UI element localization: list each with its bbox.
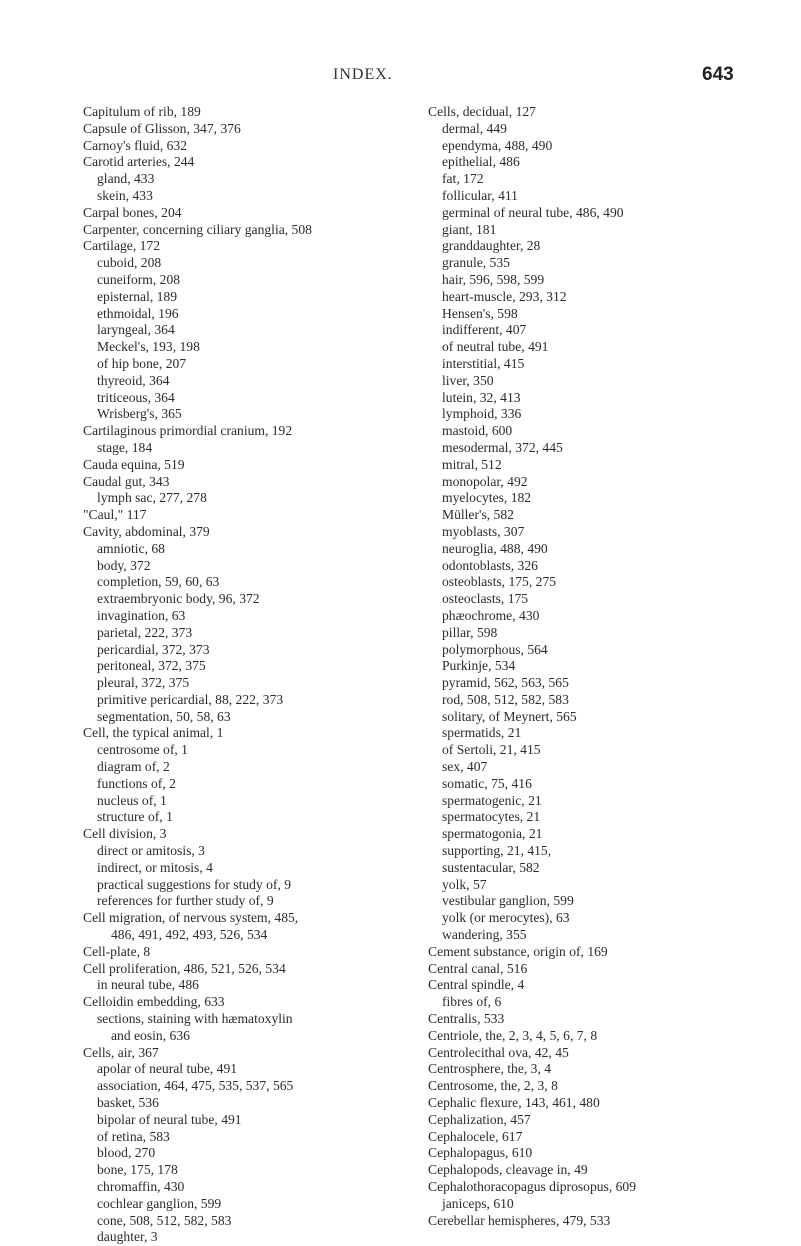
index-subentry: centrosome of, 1 [97, 742, 188, 758]
index-entry: Cephalic flexure, 143, 461, 480 [428, 1095, 600, 1111]
index-subentry: invagination, 63 [97, 607, 186, 623]
index-subentry: spermatids, 21 [442, 725, 522, 741]
index-subentry: spermatocytes, 21 [442, 809, 541, 825]
index-subentry: references for further study of, 9 [97, 893, 274, 909]
index-subentry: pillar, 598 [442, 624, 498, 640]
index-entry: Carotid arteries, 244 [83, 154, 195, 170]
index-subentry: vestibular ganglion, 599 [442, 893, 574, 909]
index-subentry: in neural tube, 486 [97, 977, 199, 993]
index-subentry: pyramid, 562, 563, 565 [442, 675, 569, 691]
index-subentry: giant, 181 [442, 221, 497, 237]
running-title: INDEX. [333, 66, 393, 83]
index-subentry: indifferent, 407 [442, 322, 527, 338]
index-subentry: daughter, 3 [97, 1229, 158, 1245]
index-entry: Cell, the typical animal, 1 [83, 725, 224, 741]
index-subentry: Müller's, 582 [442, 507, 514, 523]
index-subentry: rod, 508, 512, 582, 583 [442, 691, 569, 707]
index-subentry: Purkinje, 534 [442, 658, 516, 674]
index-subentry: fat, 172 [442, 171, 484, 187]
index-subentry: cone, 508, 512, 582, 583 [97, 1212, 232, 1228]
index-subentry: of neutral tube, 491 [442, 339, 549, 355]
index-subentry: myelocytes, 182 [442, 490, 532, 506]
index-subentry: osteoclasts, 175 [442, 591, 529, 607]
index-entry: Cement substance, origin of, 169 [428, 943, 608, 959]
index-subentry: laryngeal, 364 [97, 322, 175, 338]
index-subentry: cochlear ganglion, 599 [97, 1195, 222, 1211]
index-entry: Cells, air, 367 [83, 1044, 159, 1060]
index-entry: Cephalopods, cleavage in, 49 [428, 1162, 588, 1178]
index-entry: Capitulum of rib, 189 [83, 104, 201, 119]
index-subentry: bipolar of neural tube, 491 [97, 1111, 242, 1127]
index-subentry: cuboid, 208 [97, 255, 162, 271]
index-subentry: ependyma, 488, 490 [442, 137, 553, 153]
index-subentry: indirect, or mitosis, 4 [97, 859, 213, 875]
index-subentry: granddaughter, 28 [442, 238, 541, 254]
index-subentry: hair, 596, 598, 599 [442, 271, 545, 287]
index-subentry: Wrisberg's, 365 [97, 406, 182, 422]
index-entry: Cauda equina, 519 [83, 456, 185, 472]
index-subentry: interstitial, 415 [442, 355, 525, 371]
index-subentry: phæochrome, 430 [442, 607, 540, 623]
index-subentry: yolk (or merocytes), 63 [442, 910, 570, 926]
index-subentry: amniotic, 68 [97, 540, 165, 556]
index-entry: Centrosphere, the, 3, 4 [428, 1061, 552, 1077]
index-subentry: monopolar, 492 [442, 473, 528, 489]
index-subentry: basket, 536 [97, 1095, 159, 1111]
index-subentry: diagram of, 2 [97, 759, 170, 775]
index-subentry: 486, 491, 492, 493, 526, 534 [111, 927, 268, 943]
index-subentry: pleural, 372, 375 [97, 675, 190, 691]
index-entry: Centrosome, the, 2, 3, 8 [428, 1078, 558, 1094]
index-subentry: of retina, 583 [97, 1128, 170, 1144]
index-entry: Carpenter, concerning ciliary ganglia, 508 [83, 221, 312, 237]
index-subentry: sex, 407 [442, 759, 488, 775]
index-subentry: association, 464, 475, 535, 537, 565 [97, 1078, 294, 1094]
index-column-right [428, 104, 763, 1229]
index-subentry: and eosin, 636 [111, 1027, 190, 1043]
index-entry: Cavity, abdominal, 379 [83, 523, 210, 539]
index-subentry: mesodermal, 372, 445 [442, 439, 563, 455]
index-subentry: ethmoidal, 196 [97, 305, 179, 321]
index-subentry: germinal of neural tube, 486, 490 [442, 204, 624, 220]
index-subentry: skein, 433 [97, 187, 153, 203]
index-subentry: osteoblasts, 175, 275 [442, 574, 557, 590]
index-subentry: polymorphous, 564 [442, 641, 548, 657]
index-subentry: Hensen's, 598 [442, 305, 518, 321]
index-entry: Cartilaginous primordial cranium, 192 [83, 423, 293, 439]
index-entry: Cephalothoracopagus diprosopus, 609 [428, 1179, 637, 1194]
index-subentry: epithelial, 486 [442, 154, 520, 170]
index-subentry: wandering, 355 [442, 927, 527, 943]
index-subentry: mitral, 512 [442, 456, 502, 472]
index-subentry: odontoblasts, 326 [442, 557, 538, 573]
index-subentry: liver, 350 [442, 372, 494, 388]
index-subentry: janiceps, 610 [442, 1195, 514, 1211]
index-subentry: bone, 175, 178 [97, 1162, 178, 1178]
index-subentry: lymphoid, 336 [442, 406, 522, 422]
index-entry: Cell division, 3 [83, 826, 167, 842]
index-entry: Cerebellar hemispheres, 479, 533 [428, 1212, 611, 1228]
index-subentry: practical suggestions for study of, 9 [97, 876, 292, 892]
index-entry: Central canal, 516 [428, 960, 528, 976]
index-entry: Caudal gut, 343 [83, 473, 170, 489]
index-subentry: sections, staining with hæmatoxylin [97, 1011, 293, 1027]
index-subentry: episternal, 189 [97, 288, 178, 304]
index-subentry: stage, 184 [97, 439, 153, 455]
index-subentry: functions of, 2 [97, 775, 176, 791]
index-entry: Cephalocele, 617 [428, 1128, 523, 1144]
index-subentry: yolk, 57 [442, 876, 487, 892]
page-number: 643 [702, 64, 734, 85]
index-subentry: granule, 535 [442, 255, 510, 271]
index-subentry: myoblasts, 307 [442, 523, 525, 539]
index-subentry: structure of, 1 [97, 809, 173, 825]
index-subentry: follicular, 411 [442, 187, 518, 203]
index-subentry: dermal, 449 [442, 120, 507, 136]
index-entry: Centralis, 533 [428, 1011, 505, 1027]
index-subentry: segmentation, 50, 58, 63 [97, 708, 231, 724]
index-subentry: body, 372 [97, 557, 151, 573]
index-subentry: spermatogenic, 21 [442, 792, 542, 808]
index-entry: Centrolecithal ova, 42, 45 [428, 1044, 569, 1060]
index-entry: Centriole, the, 2, 3, 4, 5, 6, 7, 8 [428, 1027, 598, 1043]
index-subentry: chromaffin, 430 [97, 1179, 185, 1194]
index-entry: Celloidin embedding, 633 [83, 994, 225, 1010]
index-entry: Carpal bones, 204 [83, 204, 182, 220]
index-subentry: completion, 59, 60, 63 [97, 574, 220, 590]
index-subentry: peritoneal, 372, 375 [97, 658, 206, 674]
index-subentry: spermatogonia, 21 [442, 826, 543, 842]
index-entry: Cephalopagus, 610 [428, 1145, 533, 1161]
index-subentry: sustentacular, 582 [442, 859, 540, 875]
index-subentry: of hip bone, 207 [97, 355, 187, 371]
index-subentry: apolar of neural tube, 491 [97, 1061, 238, 1077]
index-subentry: heart-muscle, 293, 312 [442, 288, 567, 304]
index-entry: Capsule of Glisson, 347, 376 [83, 120, 241, 136]
index-subentry: mastoid, 600 [442, 423, 513, 439]
index-entry: Cartilage, 172 [83, 238, 161, 254]
index-entry: Central spindle, 4 [428, 977, 525, 993]
index-subentry: of Sertoli, 21, 415 [442, 742, 541, 758]
index-entry: Carnoy's fluid, 632 [83, 137, 188, 153]
index-subentry: nucleus of, 1 [97, 792, 167, 808]
index-subentry: supporting, 21, 415, [442, 843, 552, 859]
index-entry: Cell proliferation, 486, 521, 526, 534 [83, 960, 286, 976]
index-subentry: fibres of, 6 [442, 994, 502, 1010]
index-entry: Cell-plate, 8 [83, 943, 151, 959]
index-subentry: thyreoid, 364 [97, 372, 170, 388]
index-column-left [83, 104, 413, 1246]
index-subentry: extraembryonic body, 96, 372 [97, 591, 260, 607]
index-subentry: solitary, of Meynert, 565 [442, 708, 577, 724]
index-subentry: lutein, 32, 413 [442, 389, 521, 405]
index-entry: Cephalization, 457 [428, 1111, 531, 1127]
index-entry: Cells, decidual, 127 [428, 104, 536, 119]
index-subentry: direct or amitosis, 3 [97, 843, 205, 859]
index-subentry: neuroglia, 488, 490 [442, 540, 548, 556]
index-subentry: primitive pericardial, 88, 222, 373 [97, 691, 284, 707]
index-subentry: pericardial, 372, 373 [97, 641, 210, 657]
index-entry: Cell migration, of nervous system, 485, [83, 910, 299, 926]
index-subentry: Meckel's, 193, 198 [97, 339, 200, 355]
index-subentry: cuneiform, 208 [97, 271, 181, 287]
index-subentry: blood, 270 [97, 1145, 156, 1161]
index-subentry: triticeous, 364 [97, 389, 175, 405]
index-subentry: gland, 433 [97, 171, 155, 187]
index-subentry: lymph sac, 277, 278 [97, 490, 207, 506]
index-subentry: parietal, 222, 373 [97, 624, 193, 640]
index-subentry: somatic, 75, 416 [442, 775, 532, 791]
page-header [0, 66, 801, 88]
index-entry: "Caul," 117 [83, 507, 147, 523]
